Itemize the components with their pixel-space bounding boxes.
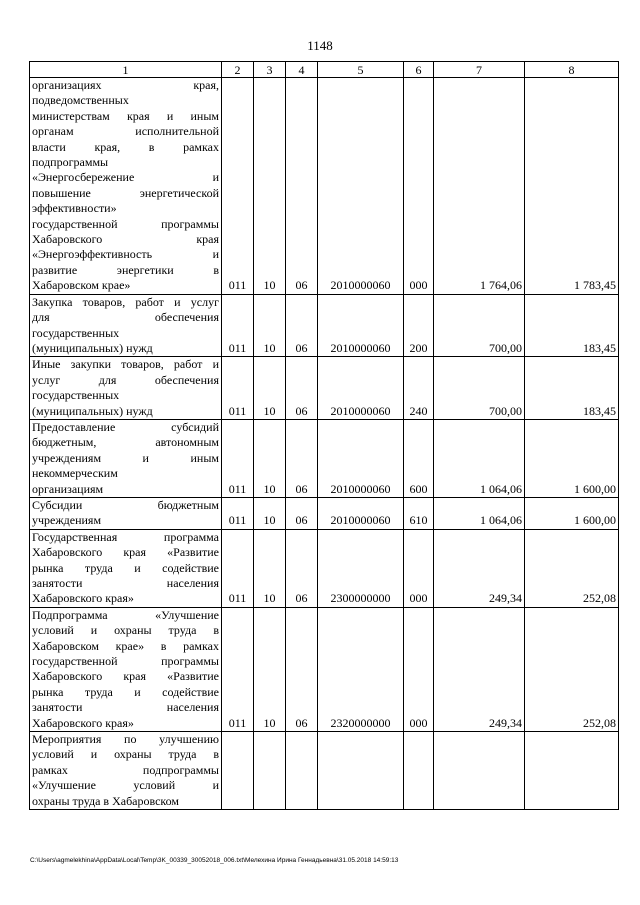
target-article-cell: 2010000060	[318, 294, 404, 357]
amount-cell: 249,34	[434, 529, 525, 607]
section-cell: 10	[254, 607, 286, 731]
description-line: «Энергосбережение и	[32, 170, 219, 185]
header-cell: 1	[30, 62, 222, 78]
description-line: государственных	[32, 388, 120, 403]
expense-type-cell: 600	[404, 419, 434, 497]
description-line: занятости населения	[32, 700, 219, 715]
code-cell: 011	[222, 497, 254, 529]
row-description	[30, 497, 222, 529]
code-cell: 011	[222, 607, 254, 731]
header-cell: 8	[525, 62, 619, 78]
amount-cell: 700,00	[434, 294, 525, 357]
description-line: Подпрограмма «Улучшение	[32, 607, 219, 622]
row-description	[30, 419, 222, 497]
table-header-row	[30, 62, 619, 78]
description-line: министерствам края и иным	[32, 108, 219, 123]
description-line: Хабаровском крае» в рамках	[32, 638, 219, 653]
file-path-footer: C:\Users\agmelekhina\AppData\Local\Temp\3K_00339_30052018_006.txt\Мелехина Ирина Геннадьевна\31.05.2018 14:59:13	[30, 857, 399, 864]
description-line: эффективности»	[32, 201, 117, 216]
description-line: государственной программы	[32, 654, 219, 669]
description-line: Предоставление субсидий	[32, 419, 219, 434]
code-cell: 011	[222, 78, 254, 295]
table-row	[30, 78, 619, 295]
code-cell: 011	[222, 529, 254, 607]
section-cell: 10	[254, 357, 286, 420]
description-line: условий и охраны труда в	[32, 623, 219, 638]
description-line: Закупка товаров, работ и услуг	[32, 294, 219, 309]
target-article-cell: 2010000060	[318, 357, 404, 420]
amount-cell: 1 764,06	[434, 78, 525, 295]
description-line: Хабаровского края «Развитие	[32, 545, 219, 560]
subsection-cell: 06	[286, 357, 318, 420]
description-line: охраны труда в Хабаровском	[32, 793, 180, 808]
header-cell: 4	[286, 62, 318, 78]
target-article-cell: 2320000000	[318, 607, 404, 731]
amount-cell	[434, 732, 525, 810]
description-line: для обеспечения	[32, 310, 219, 325]
subsection-cell	[286, 732, 318, 810]
header-cell: 3	[254, 62, 286, 78]
row-description	[30, 294, 222, 357]
subsection-cell: 06	[286, 529, 318, 607]
budget-table	[29, 61, 619, 810]
amount-cell: 700,00	[434, 357, 525, 420]
subsection-cell: 06	[286, 497, 318, 529]
expense-type-cell: 240	[404, 357, 434, 420]
row-description	[30, 732, 222, 810]
description-line: Мероприятия по улучшению	[32, 732, 219, 747]
description-line: государственной программы	[32, 216, 219, 231]
subsection-cell: 06	[286, 294, 318, 357]
expense-type-cell: 000	[404, 529, 434, 607]
page-number: 1148	[307, 38, 333, 53]
header-cell: 5	[318, 62, 404, 78]
row-description	[30, 78, 222, 295]
description-line: Государственная программа	[32, 529, 219, 544]
description-line: (муниципальных) нужд	[32, 340, 153, 355]
target-article-cell	[318, 732, 404, 810]
description-line: условий и охраны труда в	[32, 747, 219, 762]
description-line: подпрограммы	[32, 155, 109, 170]
subsection-cell: 06	[286, 607, 318, 731]
row-description	[30, 357, 222, 420]
description-line: Хабаровском крае»	[32, 278, 131, 293]
table-row	[30, 419, 619, 497]
description-line: «Энергоэффективность и	[32, 247, 219, 262]
amount-cell: 183,45	[525, 357, 619, 420]
description-line: занятости населения	[32, 576, 219, 590]
table-row	[30, 357, 619, 420]
amount-cell: 183,45	[525, 294, 619, 357]
header-cell: 2	[222, 62, 254, 78]
description-line: рынка труда и содействие	[32, 560, 219, 575]
target-article-cell: 2010000060	[318, 497, 404, 529]
description-line: (муниципальных) нужд	[32, 403, 153, 418]
code-cell: 011	[222, 294, 254, 357]
amount-cell: 249,34	[434, 607, 525, 731]
description-line: Иные закупки товаров, работ и	[32, 357, 219, 372]
amount-cell: 1 783,45	[525, 78, 619, 295]
description-line: Хабаровского края»	[32, 591, 134, 606]
target-article-cell: 2010000060	[318, 419, 404, 497]
section-cell: 10	[254, 419, 286, 497]
description-line: Хабаровского края «Развитие	[32, 669, 219, 684]
description-line: государственных	[32, 325, 120, 340]
amount-cell: 252,08	[525, 529, 619, 607]
description-line: организациям	[32, 481, 104, 496]
description-line: учреждениям	[32, 513, 102, 528]
amount-cell: 1 064,06	[434, 419, 525, 497]
table-row	[30, 294, 619, 357]
code-cell	[222, 732, 254, 810]
description-line: повышение энергетической	[32, 185, 219, 200]
expense-type-cell: 000	[404, 78, 434, 295]
expense-type-cell	[404, 732, 434, 810]
expense-type-cell: 610	[404, 497, 434, 529]
table-row	[30, 529, 619, 607]
description-line: подведомственных	[32, 93, 129, 108]
subsection-cell: 06	[286, 419, 318, 497]
code-cell: 011	[222, 357, 254, 420]
expense-type-cell: 200	[404, 294, 434, 357]
row-description	[30, 607, 222, 731]
amount-cell: 1 600,00	[525, 419, 619, 497]
description-line: Хабаровского края»	[32, 715, 134, 730]
description-line: власти края, в рамках	[32, 139, 219, 154]
description-line: бюджетным, автономным	[32, 435, 219, 450]
section-cell: 10	[254, 294, 286, 357]
description-line: Субсидии бюджетным	[32, 497, 219, 512]
description-line: рынка труда и содействие	[32, 684, 219, 699]
amount-cell: 252,08	[525, 607, 619, 731]
description-line: Хабаровского края	[32, 232, 219, 247]
section-cell: 10	[254, 78, 286, 295]
header-cell: 6	[404, 62, 434, 78]
description-line: развитие энергетики в	[32, 262, 219, 277]
row-description	[30, 529, 222, 607]
expense-type-cell: 000	[404, 607, 434, 731]
subsection-cell: 06	[286, 78, 318, 295]
amount-cell: 1 064,06	[434, 497, 525, 529]
target-article-cell: 2300000000	[318, 529, 404, 607]
section-cell: 10	[254, 497, 286, 529]
description-line: организациях края,	[32, 78, 219, 92]
section-cell	[254, 732, 286, 810]
table-row	[30, 607, 619, 731]
description-line: учреждениям и иным	[32, 450, 219, 465]
description-line: «Улучшение условий и	[32, 778, 219, 793]
description-line: органам исполнительной	[32, 124, 219, 139]
amount-cell: 1 600,00	[525, 497, 619, 529]
description-line: рамках подпрограммы	[32, 762, 219, 777]
section-cell: 10	[254, 529, 286, 607]
amount-cell	[525, 732, 619, 810]
description-line: некоммерческим	[32, 466, 118, 481]
description-line: услуг для обеспечения	[32, 372, 219, 387]
code-cell: 011	[222, 419, 254, 497]
header-cell: 7	[434, 62, 525, 78]
table-row	[30, 732, 619, 810]
target-article-cell: 2010000060	[318, 78, 404, 295]
table-row	[30, 497, 619, 529]
